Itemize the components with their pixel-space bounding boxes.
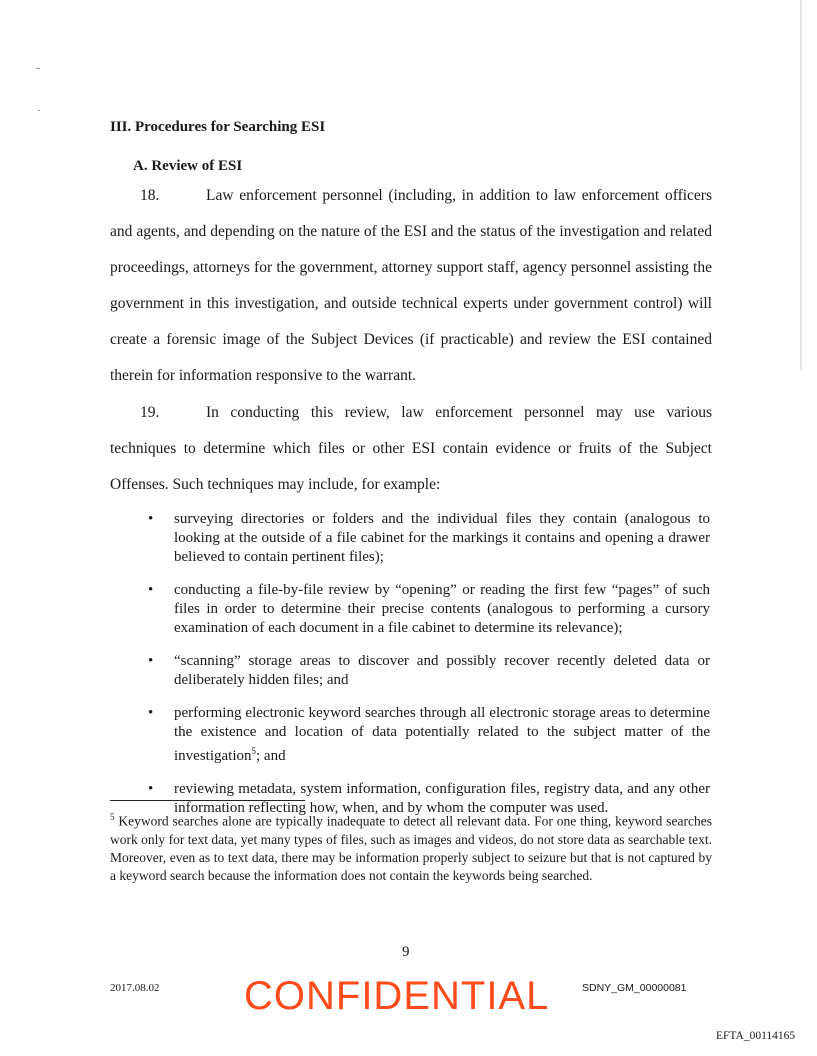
list-item: • surveying directories or folders and the individual files they contain (analogous to looking at the outside of a file cabinet for the markings it contains and opening a drawer believed to contain pertinent files); bbox=[148, 511, 710, 565]
paragraph-number: 18. bbox=[140, 187, 160, 204]
bates-number: SDNY_GM_00000081 bbox=[582, 982, 687, 994]
confidential-stamp: CONFIDENTIAL bbox=[244, 974, 550, 1018]
paragraph-text: Law enforcement personnel (including, in addition to law enforcement officers and agents, and depending on the nature of the ESI and the status of the investigation and related proceedings, attorneys for the government, attorney support staff, agency personnel assisting the government in this investigation, and outside technical experts under government control) will create a forensic image of the Subject Devices (if practicable) and review the ESI contained therein for information responsive to the warrant. bbox=[110, 187, 712, 384]
scan-speck bbox=[36, 68, 40, 69]
footnote-text: Keyword searches alone are typically inadequate to detect all relevant data. For one thing, keyword searches work only for text data, yet many types of files, such as images and videos, do not store data as searchable text. Moreover, even as to text data, there may be information properly subject to seizure but that is not captured by a keyword search because the information does not contain the keywords being searched. bbox=[110, 813, 712, 883]
scan-speck bbox=[38, 110, 40, 111]
paragraph-text: In conducting this review, law enforcement personnel may use various techniques to determine which files or other ESI contain evidence or fruits of the Subject Offenses. Such techniques may include, for example: bbox=[110, 404, 712, 493]
page-edge-shadow bbox=[800, 0, 802, 370]
footnote-mark: 5 bbox=[110, 812, 115, 822]
paragraph-19 bbox=[110, 395, 712, 503]
footnote bbox=[110, 808, 712, 885]
efta-number: EFTA_00114165 bbox=[716, 1030, 796, 1042]
list-item: • performing electronic keyword searches through all electronic storage areas to determine the existence and location of data potentially related to the subject matter of the investigation$^5$; and bbox=[148, 705, 710, 764]
paragraph-number: 19. bbox=[140, 404, 160, 421]
list-item: • reviewing metadata, system information, configuration files, registry data, and any other information reflecting how, when, and by whom the computer was used. bbox=[148, 781, 710, 816]
page-number: 9 bbox=[402, 944, 410, 960]
paragraph-18 bbox=[110, 178, 712, 394]
list-item: • “scanning” storage areas to discover and possibly recover recently deleted data or deliberately hidden files; and bbox=[148, 653, 710, 688]
section-subheading: A. Review of ESI bbox=[133, 158, 243, 174]
technique-list bbox=[136, 510, 710, 832]
section-heading: III. Procedures for Searching ESI bbox=[110, 119, 326, 135]
footnote-reference: 5 bbox=[251, 746, 256, 756]
list-item: • conducting a file-by-file review by “opening” or reading the first few “pages” of such files in order to determine their precise contents (analogous to performing a cursory examination of each document in a file cabinet to determine its relevance); bbox=[148, 582, 710, 636]
footnote-divider bbox=[110, 800, 305, 801]
document-date: 2017.08.02 bbox=[110, 982, 160, 994]
